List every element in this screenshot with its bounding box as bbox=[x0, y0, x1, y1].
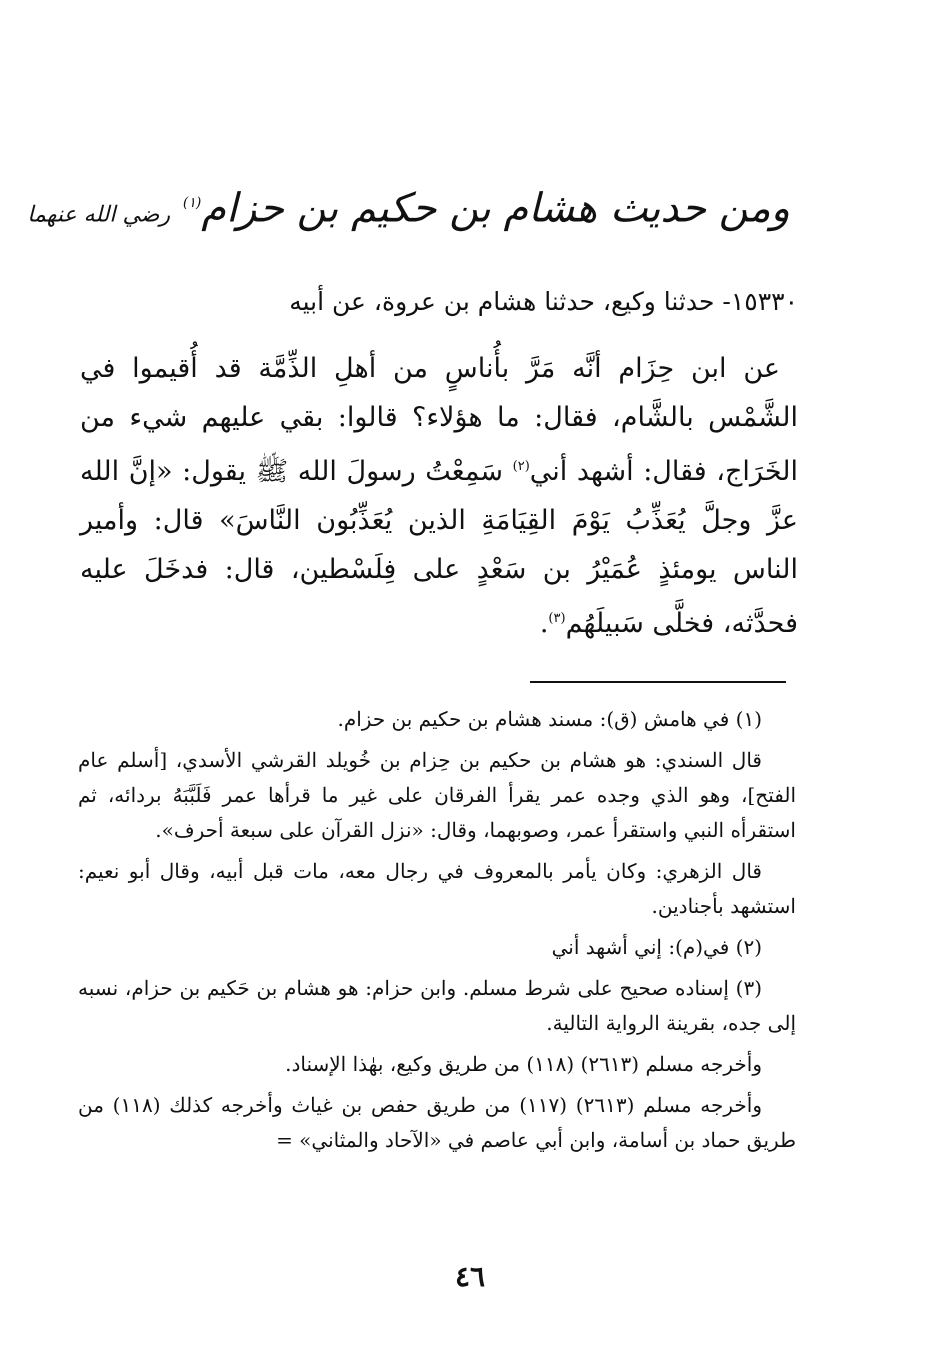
footnote-3-muslim-hafs: وأخرجه مسلم (٢٦١٣) (١١٧) من طريق حفص بن غياث وأخرجه كذلك (١١٨) من طريق حماد بن أسامة، وابن أبي عاصم في «الآحاد والمثاني» = bbox=[78, 1093, 796, 1152]
footnote-1: (١) في هامش (ق): مسند هشام بن حكيم بن حزام. bbox=[337, 707, 762, 731]
footnote-1-sindi: قال السندي: هو هشام بن حكيم بن حِزام بن خُويلد القرشي الأسدي، [أسلم عام الفتح]، وهو الذي وجده عمر يقرأ الفرقان على غير ما قرأها عمر فَلَبَّبَهُ بردائه، ثم استقرأه النبي واستقرأ عمر، وصوبهما، وقال: «نزل القرآن على سبعة أحرف». bbox=[78, 748, 796, 842]
heading-footnote-marker: (١) bbox=[182, 195, 202, 211]
footnote-3: (٣) إسناده صحيح على شرط مسلم. وابن حزام: هو هشام بن حَكيم بن حزام، نسبه إلى جده، بقرينة الرواية التالية. bbox=[78, 976, 796, 1035]
heading-blessing: رضي الله عنهما bbox=[27, 202, 171, 228]
hadith-text bbox=[80, 344, 798, 648]
hadith-text-end: . bbox=[539, 608, 549, 639]
footnote-3-muslim-wakee: وأخرجه مسلم (٢٦١٣) (١١٨) من طريق وكيع، بهٰذا الإسناد. bbox=[285, 1052, 762, 1076]
footnote-1-zuhri: قال الزهري: وكان يأمر بالمعروف في رجال معه، مات قبل أبيه، وقال أبو نعيم: استشهد بأجنادين. bbox=[78, 859, 796, 918]
page-number: ٤٦ bbox=[454, 1260, 486, 1293]
hadith-text-part1: عن ابن حِزَام أنَّه مَرَّ بأُناسٍ من أهلِ الذِّمَّة قد أُقيموا في الشَّمْس بالشَّام، فقال: ما هؤلاء؟ قالوا: بقي عليهم شيء من الخَرَاج، فقال: أشهد أني bbox=[80, 353, 798, 487]
footnote-2: (٢) في(م): إني أشهد أني bbox=[551, 935, 762, 959]
footnote-marker-2: (٢) bbox=[512, 459, 530, 474]
heading-title: ومن حديث هشام بن حكيم بن حزام bbox=[201, 185, 790, 232]
footnote-marker-3: (٣) bbox=[548, 611, 566, 626]
hadith-text-part2: سَمِعْتُ رسولَ الله ﷺ يقول: «إنَّ الله عزَّ وجلَّ يُعَذِّبُ يَوْمَ القِيَامَةِ الذين يُعَذِّبُون النَّاسَ» قال: وأمير الناس يومئذٍ عُمَيْرُ بن سَعْدٍ على فِلَسْطين، قال: فدخَلَ عليه فحدَّثه، فخلَّى سَبيلَهُم bbox=[80, 456, 798, 639]
hadith-isnad: ١٥٣٣٠- حدثنا وكيع، حدثنا هشام بن عروة، عن أبيه bbox=[289, 287, 798, 316]
footnotes bbox=[78, 702, 796, 1164]
chapter-heading bbox=[27, 168, 790, 250]
footnote-divider bbox=[530, 681, 786, 683]
